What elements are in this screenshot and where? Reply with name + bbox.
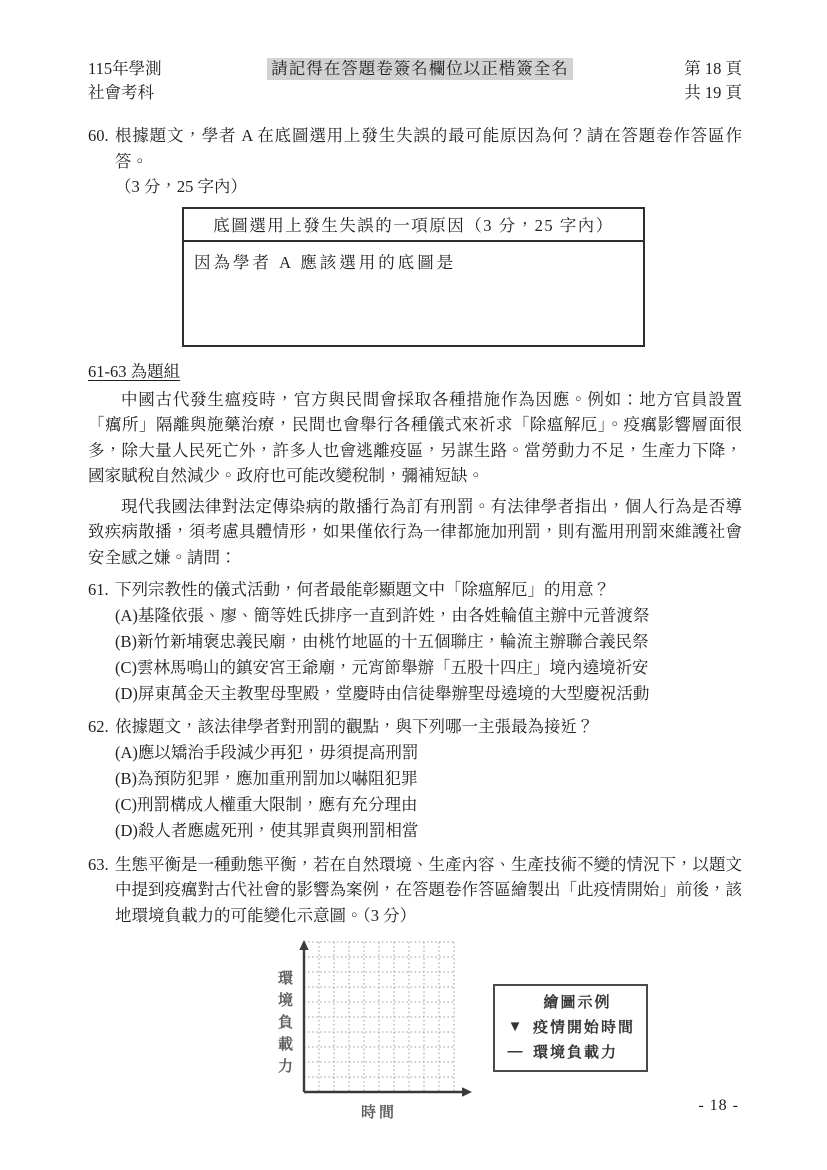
question-60	[88, 123, 742, 200]
question-62-option-c: (C)刑罰構成人權重大限制，應有充分理由	[115, 795, 418, 815]
legend-title: 繪圖示例	[543, 994, 612, 1012]
answer-box-prompt: 因為學者 A 應該選用的底圖是	[194, 252, 457, 272]
answer-box-title: 底圖選用上發生失誤的一項原因（3 分，25 字內）	[184, 209, 643, 242]
question-61-number: 61.	[88, 580, 109, 599]
legend-item-epidemic-start	[506, 1016, 635, 1037]
page-current: 第 18 頁	[684, 59, 742, 78]
group-paragraph-2: 現代我國法律對法定傳染病的散播行為訂有刑罰。有法律學者指出，個人行為是否導致疾病散播，須考慮具體情形，如果僅依行為一律都施加刑罰，則有濫用刑罰來維護社會安全感之嫌。請問：	[88, 496, 742, 567]
question-61-text: 下列宗教性的儀式活動，何者最能彰顯題文中「除瘟解厄」的用意？	[115, 580, 610, 599]
question-62-option-d: (D)殺人者應處死刑，使其罪責與刑罰相當	[115, 821, 419, 841]
x-axis-arrow-icon	[462, 1087, 472, 1096]
question-60-note: （3 分，25 字內）	[115, 177, 247, 196]
answer-grid-svg	[298, 940, 472, 1100]
question-61-option-c: (C)雲林馬鳴山的鎮安宮王爺廟，元宵節舉辦「五股十四庄」境內遶境祈安	[115, 657, 649, 677]
answer-box	[182, 207, 645, 347]
line-sample-icon: —	[507, 1043, 523, 1061]
question-60-number: 60.	[88, 126, 109, 145]
question-62-option-b: (B)為預防犯罪，應加重刑罰加以嚇阻犯罪	[115, 769, 418, 789]
x-axis-label: 時間	[360, 1104, 397, 1122]
grid-lines	[304, 942, 454, 1092]
question-60-text: 根據題文，學者 A 在底圖選用上發生失誤的最可能原因為何？請在答題卷作答區作答。	[115, 126, 742, 171]
exam-year: 115年學測	[88, 59, 162, 78]
page-indicator	[684, 57, 742, 105]
legend-label-epidemic-start: 疫情開始時間	[533, 1019, 636, 1037]
question-62-text: 依據題文，該法律學者對刑罰的觀點，與下列哪一主張最為接近？	[115, 717, 594, 737]
group-paragraph-1: 中國古代發生瘟疫時，官方與民間會採取各種措施作為因應。例如：地方官員設置「癘所」隔離與施藥治療，民間也會舉行各種儀式來祈求「除瘟解厄」。疫癘影響層面很多，除大量人民死亡外，許多人也會逃離疫區，另謀生路。當勞動力不足，生產力下降，國家賦稅自然減少。政府也可能改變稅制，彌補短缺。	[88, 389, 742, 485]
legend-label-carrying-capacity: 環境負載力	[533, 1044, 619, 1062]
legend-item-carrying-capacity	[506, 1041, 635, 1062]
question-61	[88, 577, 742, 707]
y-axis-label: 環境負載力	[276, 970, 293, 1081]
chart-legend	[493, 984, 648, 1072]
question-63-number: 63.	[88, 854, 109, 874]
question-63-text: 生態平衡是一種動態平衡，若在自然環境、生產內容、生產技術不變的情況下，以題文中提到疫癘對古代社會的影響為案例，在答題卷作答區繪製出「此疫情開始」前後，該地環境負載力的可能變化示意圖。（3 分）	[115, 854, 742, 925]
question-62	[88, 714, 742, 844]
exam-subject: 社會考科	[88, 83, 154, 102]
page-header	[88, 57, 742, 105]
page-content	[88, 57, 742, 1122]
plot-frame	[298, 940, 472, 1122]
question-63	[88, 852, 742, 929]
footer-page-number: - 18 -	[698, 1097, 739, 1114]
group-heading: 61-63 為題組	[88, 361, 181, 381]
answer-chart	[274, 940, 742, 1122]
question-61-option-a: (A)基隆依張、廖、簡等姓氏排序一直到許姓，由各姓輪值主辦中元普渡祭	[115, 605, 650, 625]
page-total: 共 19 頁	[684, 83, 742, 102]
y-axis-arrow-icon	[299, 940, 308, 950]
question-61-option-d: (D)屏東萬金天主教聖母聖殿，堂慶時由信徒舉辦聖母遶境的大型慶祝活動	[115, 684, 650, 704]
signature-notice-wrap	[273, 57, 573, 81]
question-62-option-a: (A)應以矯治手段減少再犯，毋須提高刑罰	[115, 742, 419, 762]
signature-notice: 請記得在答題卷簽名欄位以正楷簽全名	[267, 58, 573, 80]
exam-title	[88, 57, 162, 105]
question-62-number: 62.	[88, 717, 109, 737]
triangle-down-icon: ▼	[507, 1018, 523, 1036]
question-61-option-b: (B)新竹新埔褒忠義民廟，由桃竹地區的十五個聯庄，輪流主辦聯合義民祭	[115, 631, 649, 651]
